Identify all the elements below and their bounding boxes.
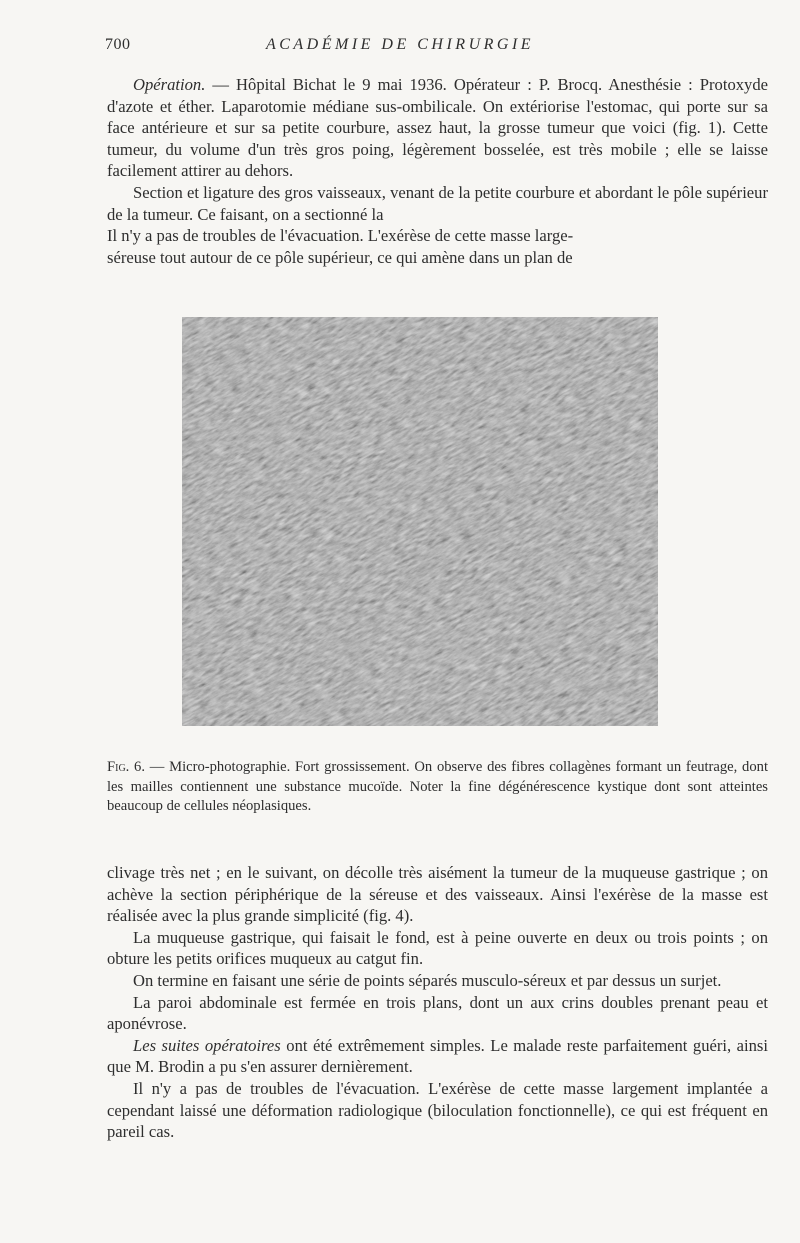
micro-photograph-image [182,317,658,726]
paragraph-text: La paroi abdominale est fermée en trois plans, dont un aux crins doubles prenant peau et aponévrose. [107,992,768,1034]
paragraph [107,225,768,247]
paragraph [107,970,768,992]
paragraph [107,74,768,182]
paragraph-lead: Les suites opératoires [133,1035,281,1055]
paragraph [107,992,768,1035]
page-header [0,36,800,60]
paragraph-text: séreuse tout autour de ce pôle supérieur, ce qui amène dans un plan de [107,247,573,267]
paragraph-text: Il n'y a pas de troubles de l'évacuation. L'exérèse de cette masse large- [107,226,574,246]
paragraph-text: La muqueuse gastrique, qui faisait le fond, est à peine ouverte en deux ou trois points ; on obture les petits orifices muqueux au catgut fin. [107,927,768,969]
body-text-top [107,74,768,268]
paragraph-text: Il n'y a pas de troubles de l'évacuation. L'exérèse de cette masse largement implantée a cependant laissé une déformation radiologique (biloculation fonctionnelle), ce qui est fréquent en pareil cas. [107,1078,768,1142]
paragraph [107,862,768,927]
paragraph [107,1078,768,1143]
paragraph-text: ont été extrêmement simples. Le malade reste parfaitement guéri, ainsi que M. Brodin a pu s'en assurer dernièrement. [107,1035,768,1077]
paragraph-lead: Opération. [133,75,206,94]
paragraph-text: — Hôpital Bichat le 9 mai 1936. Opérateur : P. Brocq. Anesthésie : Protoxyde d'azote et éther. Laparotomie médiane sus-ombilicale. On extériorise l'estomac, qui porte sur sa face antérieure et sur sa petite courbure, assez haut, la grosse tumeur que voici (fig. 1). Cette tumeur, du volume d'un très gros poing, légèrement bosselée, est très mobile ; elle se laisse facilement attirer au dehors. [107,75,768,181]
paragraph [107,247,768,269]
paragraph [107,1035,768,1078]
paragraph-text: On termine en faisant une série de points séparés musculo-séreux et par dessus un surjet. [133,970,722,990]
body-text-bottom [107,862,768,1143]
micro-photograph-figure [182,317,658,726]
running-head: ACADÉMIE DE CHIRURGIE [265,36,535,53]
figure-caption [107,758,768,817]
caption-text: — Micro-photographie. Fort grossissement. On observe des fibres collagènes formant un feutrage, dont les mailles contiennent une substance mucoïde. Noter la fine dégénérescence kystique dont sont atteintes beaucoup de cellules néoplasiques. [107,759,768,815]
paragraph-text: Section et ligature des gros vaisseaux, venant de la petite courbure et abordant le pôle supérieur de la tumeur. Ce faisant, on a sectionné la [107,182,768,224]
paragraph-text: clivage très net ; en le suivant, on décolle très aisément la tumeur de la muqueuse gastrique ; on achève la section périphérique de la séreuse et des vaisseaux. Ainsi l'exérèse de la masse est réalisée avec la plus grande simplicité (fig. 4). [107,863,768,926]
paragraph [107,182,768,225]
page-number: 700 [105,36,131,53]
paragraph [107,927,768,970]
figure-label: Fig. 6. [107,759,146,775]
